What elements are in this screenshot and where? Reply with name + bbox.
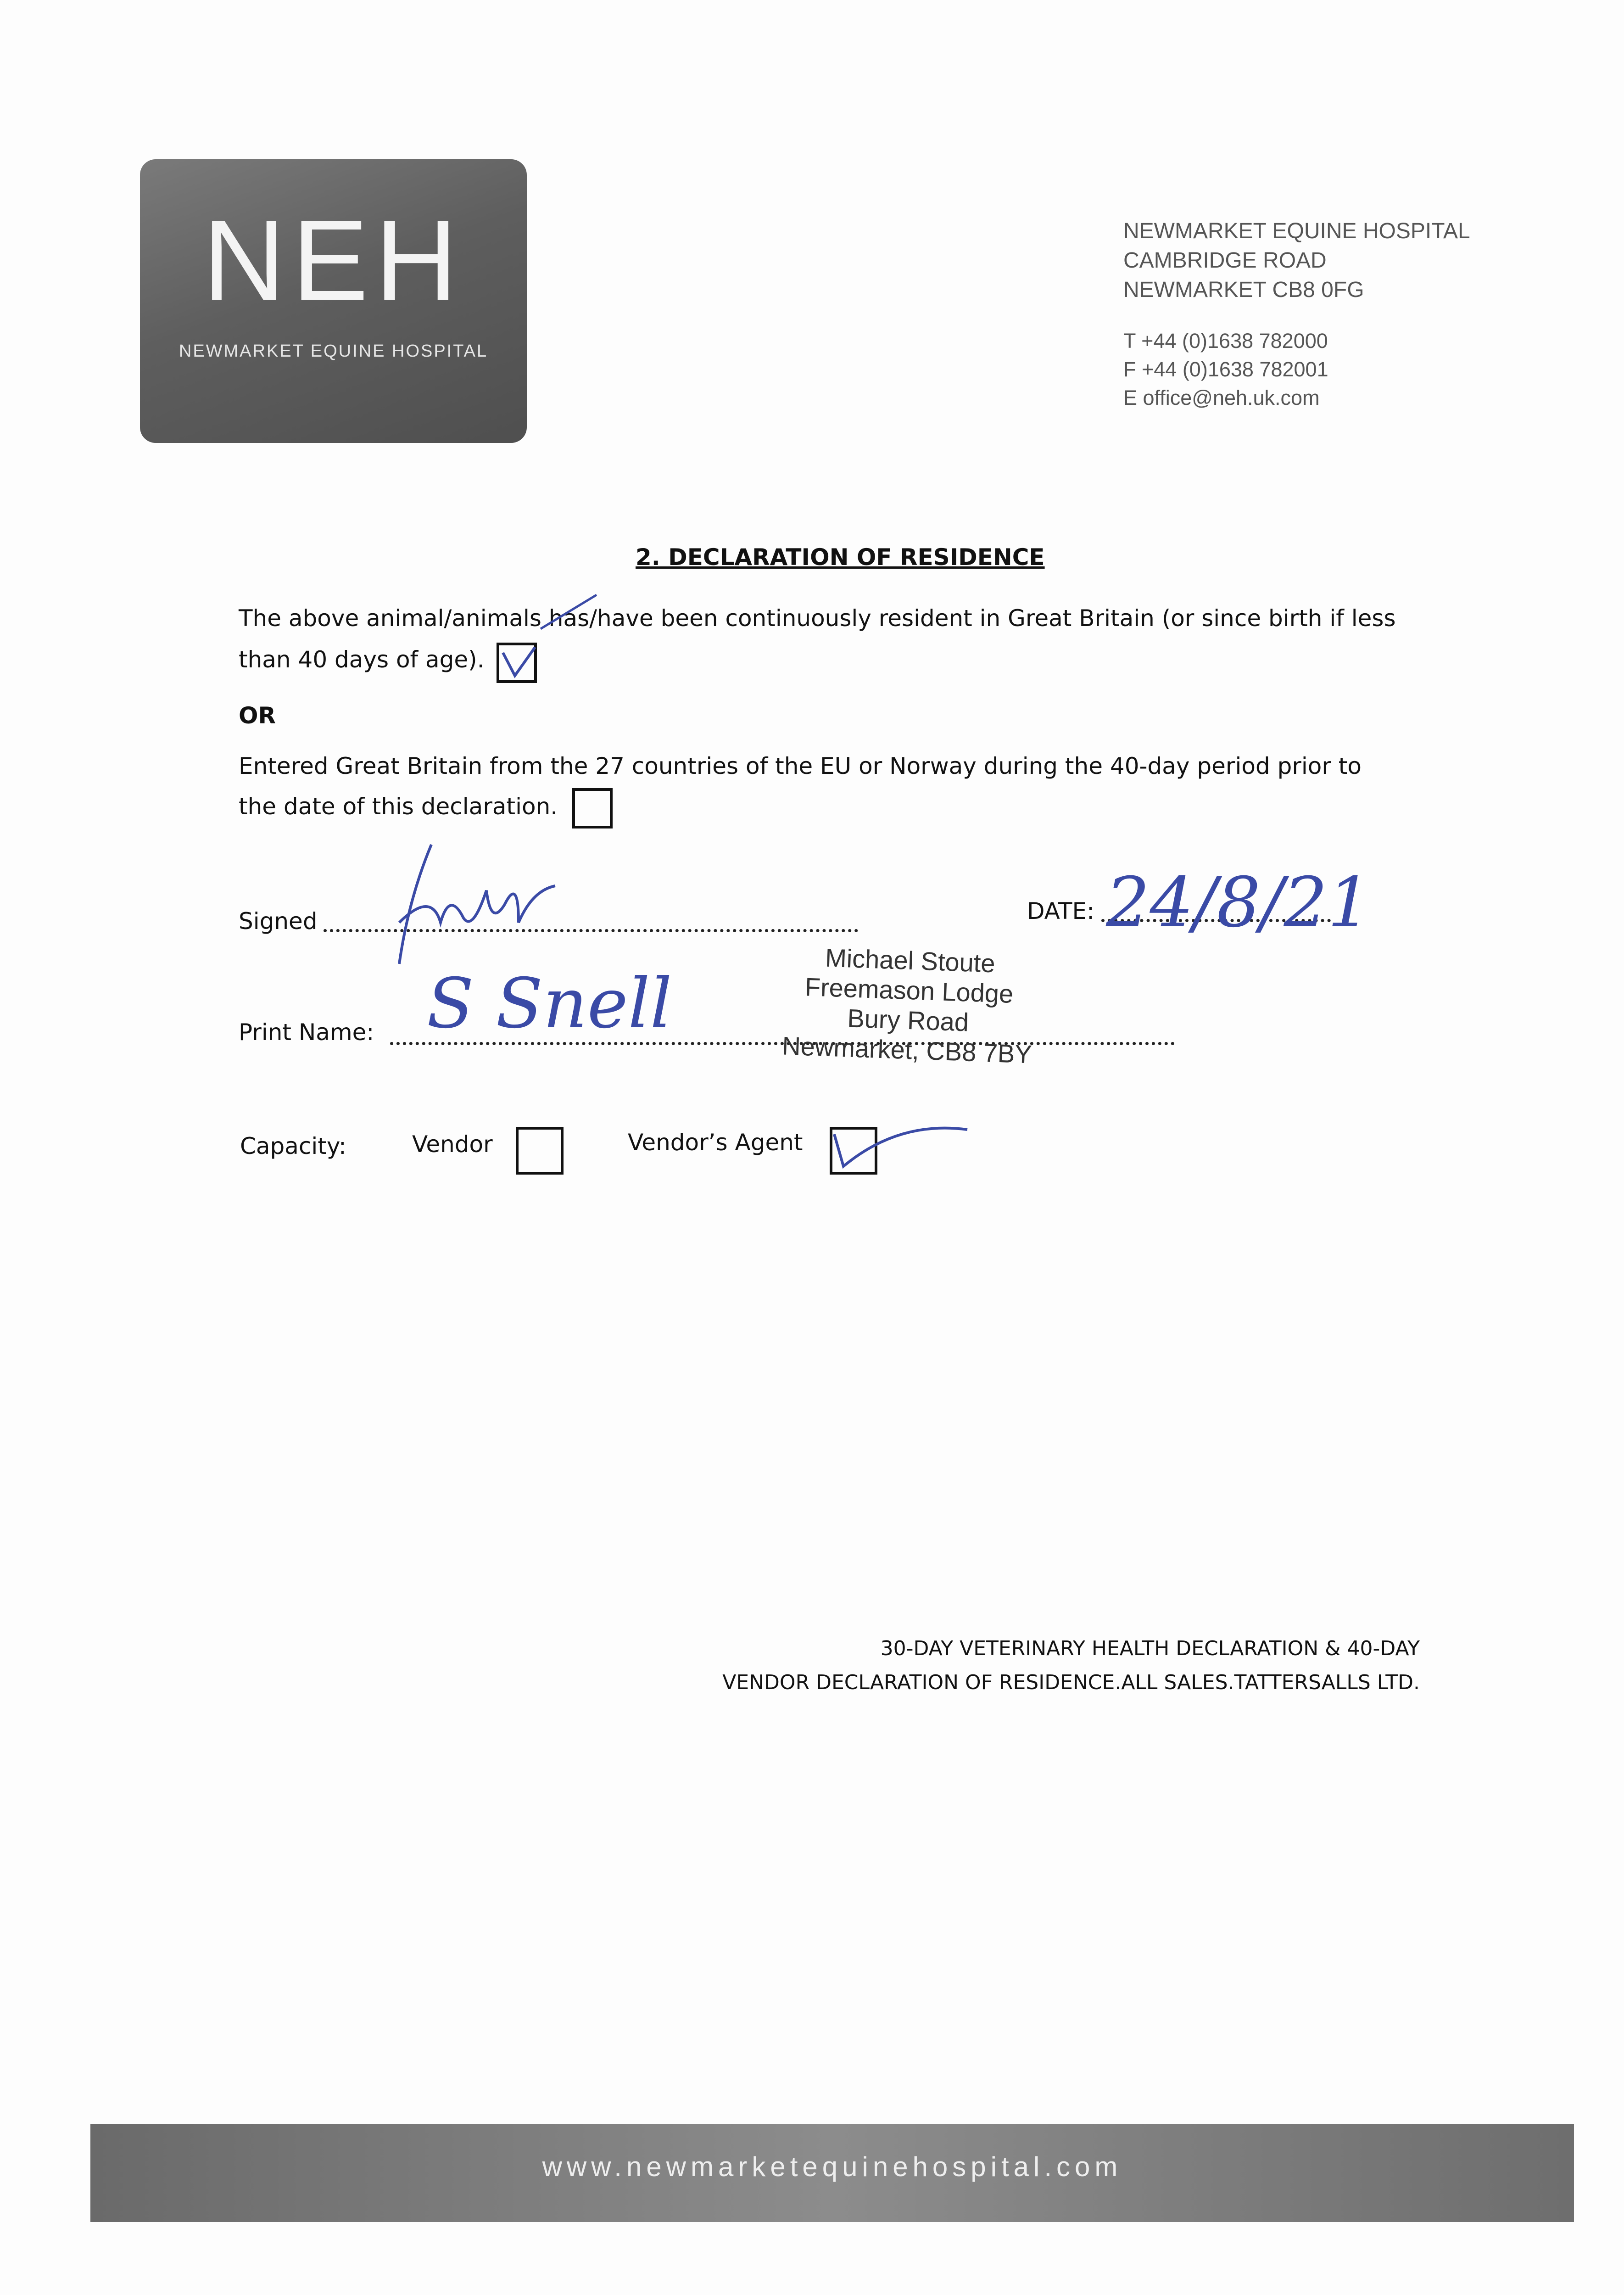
footer-note-line-2: VENDOR DECLARATION OF RESIDENCE.ALL SALES.TATTERSALLS LTD. bbox=[722, 1671, 1420, 1694]
eu-entry-checkbox[interactable] bbox=[572, 788, 613, 828]
address-line-2: CAMBRIDGE ROAD bbox=[1123, 248, 1327, 273]
address-block bbox=[1123, 217, 1470, 305]
statement-2-line-1: Entered Great Britain from the 27 countries of the EU or Norway during the 40-day period prior to bbox=[239, 753, 1362, 779]
vendor-agent-checkbox[interactable] bbox=[830, 1127, 877, 1175]
stamp-line-4: Newmarket, CB8 7BY bbox=[781, 1031, 1032, 1069]
website-link[interactable]: www.newmarketequinehospital.com bbox=[542, 2151, 1122, 2182]
statement-2-line-2: the date of this declaration. bbox=[239, 793, 558, 820]
vendor-checkbox[interactable] bbox=[516, 1127, 564, 1175]
fax-number: F +44 (0)1638 782001 bbox=[1123, 358, 1328, 381]
statement-1-line-1: The above animal/animals has/have been continuously resident in Great Britain (or since birth if less bbox=[239, 605, 1396, 632]
logo-subtitle: NEWMARKET EQUINE HOSPITAL bbox=[179, 341, 488, 361]
vendor-label: Vendor bbox=[412, 1131, 493, 1158]
capacity-label: Capacity: bbox=[240, 1133, 346, 1159]
address-line-3: NEWMARKET CB8 0FG bbox=[1123, 278, 1364, 302]
signature-image bbox=[381, 835, 574, 973]
date-value: 24/8/21 bbox=[1106, 863, 1372, 943]
print-name-value: S Snell bbox=[427, 964, 672, 1044]
stamp-line-2: Freemason Lodge bbox=[804, 972, 1014, 1008]
stamp-line-1: Michael Stoute bbox=[825, 943, 996, 978]
statement-1-line-2: than 40 days of age). bbox=[239, 646, 485, 673]
check-mark-icon bbox=[830, 1102, 981, 1166]
footer-bar bbox=[90, 2124, 1574, 2222]
check-mark-icon bbox=[497, 643, 537, 683]
footer-note bbox=[722, 1632, 1420, 1700]
address-stamp bbox=[751, 940, 1067, 1070]
phone-number: T +44 (0)1638 782000 bbox=[1123, 329, 1328, 353]
or-label: OR bbox=[239, 702, 276, 729]
date-label: DATE: bbox=[1027, 898, 1094, 924]
strikethrough-mark bbox=[537, 592, 601, 633]
stamp-line-3: Bury Road bbox=[847, 1003, 970, 1037]
page-title: 2. DECLARATION OF RESIDENCE bbox=[636, 544, 1045, 571]
logo-mark: NEH bbox=[202, 196, 464, 324]
address-line-1: NEWMARKET EQUINE HOSPITAL bbox=[1123, 219, 1470, 243]
footer-note-line-1: 30-DAY VETERINARY HEALTH DECLARATION & 40-DAY bbox=[880, 1637, 1420, 1660]
contact-block bbox=[1123, 327, 1328, 412]
hospital-logo bbox=[140, 159, 527, 443]
residence-checkbox[interactable] bbox=[497, 643, 537, 683]
print-name-label: Print Name: bbox=[239, 1019, 374, 1046]
vendor-agent-label: Vendor’s Agent bbox=[628, 1129, 803, 1156]
signed-label: Signed bbox=[239, 908, 318, 935]
email-address: E office@neh.uk.com bbox=[1123, 386, 1320, 409]
